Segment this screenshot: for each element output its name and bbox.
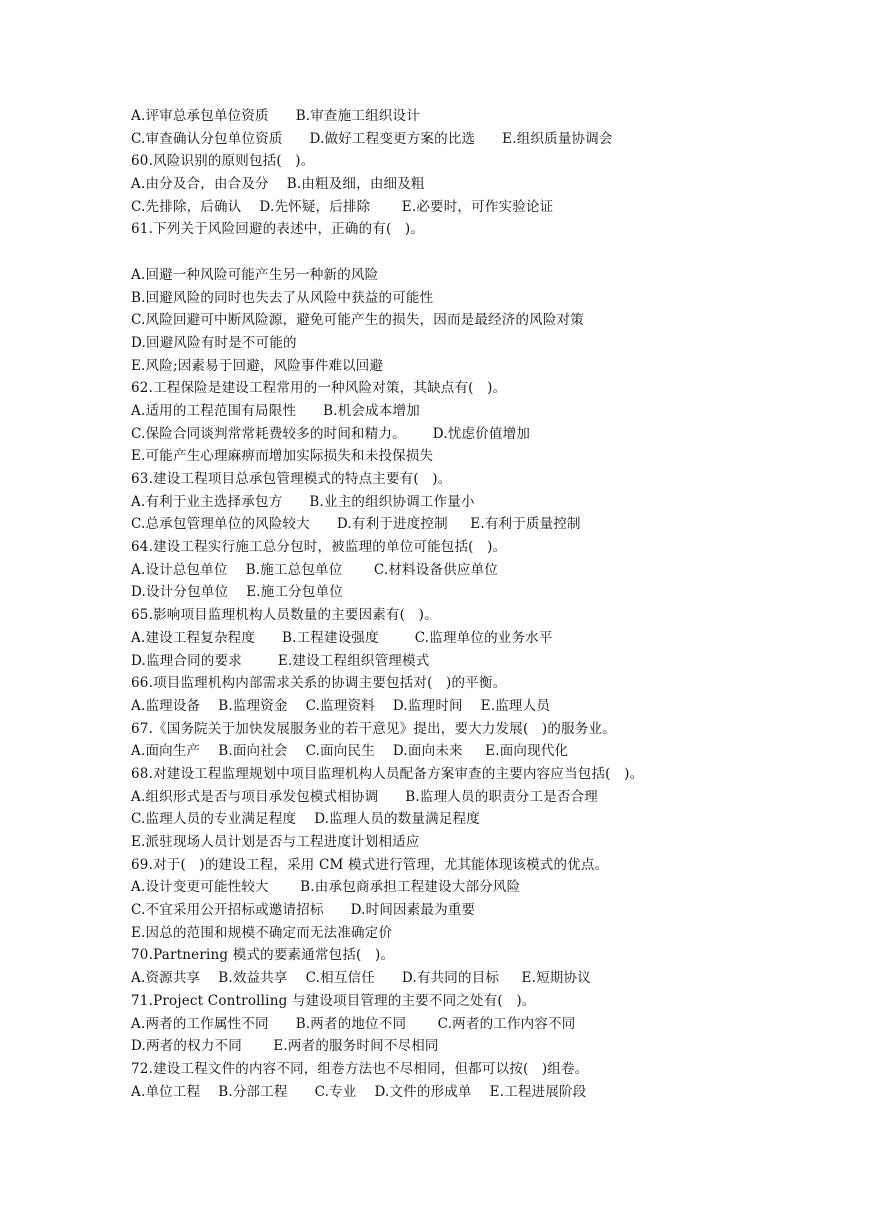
text-line: D.设计分包单位 E.施工分包单位 bbox=[131, 584, 343, 601]
text-line: B.回避风险的同时也失去了从风险中获益的可能性 bbox=[131, 289, 434, 306]
text-line: C.不宜采用公开招标或邀请招标 D.时间因素最为重要 bbox=[131, 902, 476, 919]
question-line: 71.Project Controlling 与建设项目管理的主要不同之处有( )。 bbox=[131, 992, 536, 1009]
text-line: A.组织形式是否与项目承发包模式相协调 B.监理人员的职责分工是否合理 bbox=[131, 788, 598, 805]
question-line: 65.影响项目监理机构人员数量的主要因素有( )。 bbox=[131, 607, 438, 624]
text-line: A.有利于业主选择承包方 B.业主的组织协调工作量小 bbox=[131, 493, 475, 510]
text-line: A.设计总包单位 B.施工总包单位 C.材料设备供应单位 bbox=[131, 561, 498, 578]
text-line: E.风险;因素易于回避，风险事件难以回避 bbox=[131, 357, 384, 374]
text-line: D.回避风险有时是不可能的 bbox=[131, 334, 297, 351]
text-line: C.审查确认分包单位资质 D.做好工程变更方案的比选 E.组织质量协调会 bbox=[131, 130, 613, 147]
text-line: E.因总的范围和规模不确定而无法准确定价 bbox=[131, 924, 393, 941]
text-line: A.适用的工程范围有局限性 B.机会成本增加 bbox=[131, 402, 420, 419]
text-line: C.保险合同谈判常常耗费较多的时间和精力。 D.忧虑价值增加 bbox=[131, 425, 531, 442]
question-line: 68.对建设工程监理规划中项目监理机构人员配备方案审查的主要内容应当包括( )。 bbox=[131, 765, 644, 782]
question-line: 66.项目监理机构内部需求关系的协调主要包括对( )的平衡。 bbox=[131, 675, 507, 692]
text-line: C.总承包管理单位的风险较大 D.有利于进度控制 E.有利于质量控制 bbox=[131, 516, 581, 533]
text-line: C.风险回避可中断风险源，避免可能产生的损失，因而是最经济的风险对策 bbox=[131, 312, 584, 329]
question-line: 63.建设工程项目总承包管理模式的特点主要有( )。 bbox=[131, 471, 452, 487]
question-line: 72.建设工程文件的内容不同，组卷方法也不尽相同，但都可以按( )组卷。 bbox=[131, 1060, 589, 1077]
question-line: 64.建设工程实行施工总分包时，被监理的单位可能包括( )。 bbox=[131, 539, 507, 556]
text-line: A.由分及合，由合及分 B.由粗及细，由细及粗 bbox=[131, 176, 425, 193]
document-page bbox=[131, 105, 851, 1103]
text-line: C.监理人员的专业满足程度 D.监理人员的数量满足程度 bbox=[131, 811, 480, 828]
text-line: A.监理设备 B.监理资金 C.监理资料 D.监理时间 E.监理人员 bbox=[131, 697, 551, 714]
text-line: A.建设工程复杂程度 B.工程建设强度 C.监理单位的业务水平 bbox=[131, 629, 553, 646]
text-line: A.资源共享 B.效益共享 C.相互信任 D.有共同的目标 E.短期协议 bbox=[131, 970, 591, 987]
text-line: E.可能产生心理麻痹而增加实际损失和未投保损失 bbox=[131, 448, 434, 465]
text-line: A.回避一种风险可能产生另一种新的风险 bbox=[131, 266, 379, 283]
question-line: 69.对于( )的建设工程，采用 CM 模式进行管理，尤其能体现该模式的优点。 bbox=[131, 856, 609, 873]
text-line: A.面向生产 B.面向社会 C.面向民生 D.面向未来 E.面向现代化 bbox=[131, 743, 569, 760]
text-line: A.设计变更可能性较大 B.由承包商承担工程建设大部分风险 bbox=[131, 879, 521, 896]
question-line: 70.Partnering 模式的要素通常包括( )。 bbox=[131, 947, 395, 964]
text-line: A.评审总承包单位资质 B.审查施工组织设计 bbox=[131, 108, 420, 124]
question-line: 60.风险识别的原则包括( )。 bbox=[131, 153, 315, 170]
text-line: C.先排除，后确认 D.先怀疑，后排除 E.必要时，可作实验论证 bbox=[131, 198, 554, 215]
text-line: E.派驻现场人员计划是否与工程进度计划相适应 bbox=[131, 834, 420, 850]
text-line: A.两者的工作属性不同 B.两者的地位不同 C.两者的工作内容不同 bbox=[131, 1015, 576, 1032]
text-line: A.单位工程 B.分部工程 C.专业 D.文件的形成单 E.工程进展阶段 bbox=[131, 1083, 587, 1100]
question-line: 67.《国务院关于加快发展服务业的若干意见》提出，要大力发展( )的服务业。 bbox=[131, 720, 616, 737]
blank-line bbox=[131, 241, 851, 264]
text-line: D.两者的权力不同 E.两者的服务时间不尽相同 bbox=[131, 1038, 439, 1055]
question-line: 61.下列关于风险回避的表述中，正确的有( )。 bbox=[131, 221, 425, 238]
text-line: D.监理合同的要求 E.建设工程组织管理模式 bbox=[131, 652, 430, 669]
question-line: 62.工程保险是建设工程常用的一种风险对策，其缺点有( )。 bbox=[131, 380, 507, 397]
